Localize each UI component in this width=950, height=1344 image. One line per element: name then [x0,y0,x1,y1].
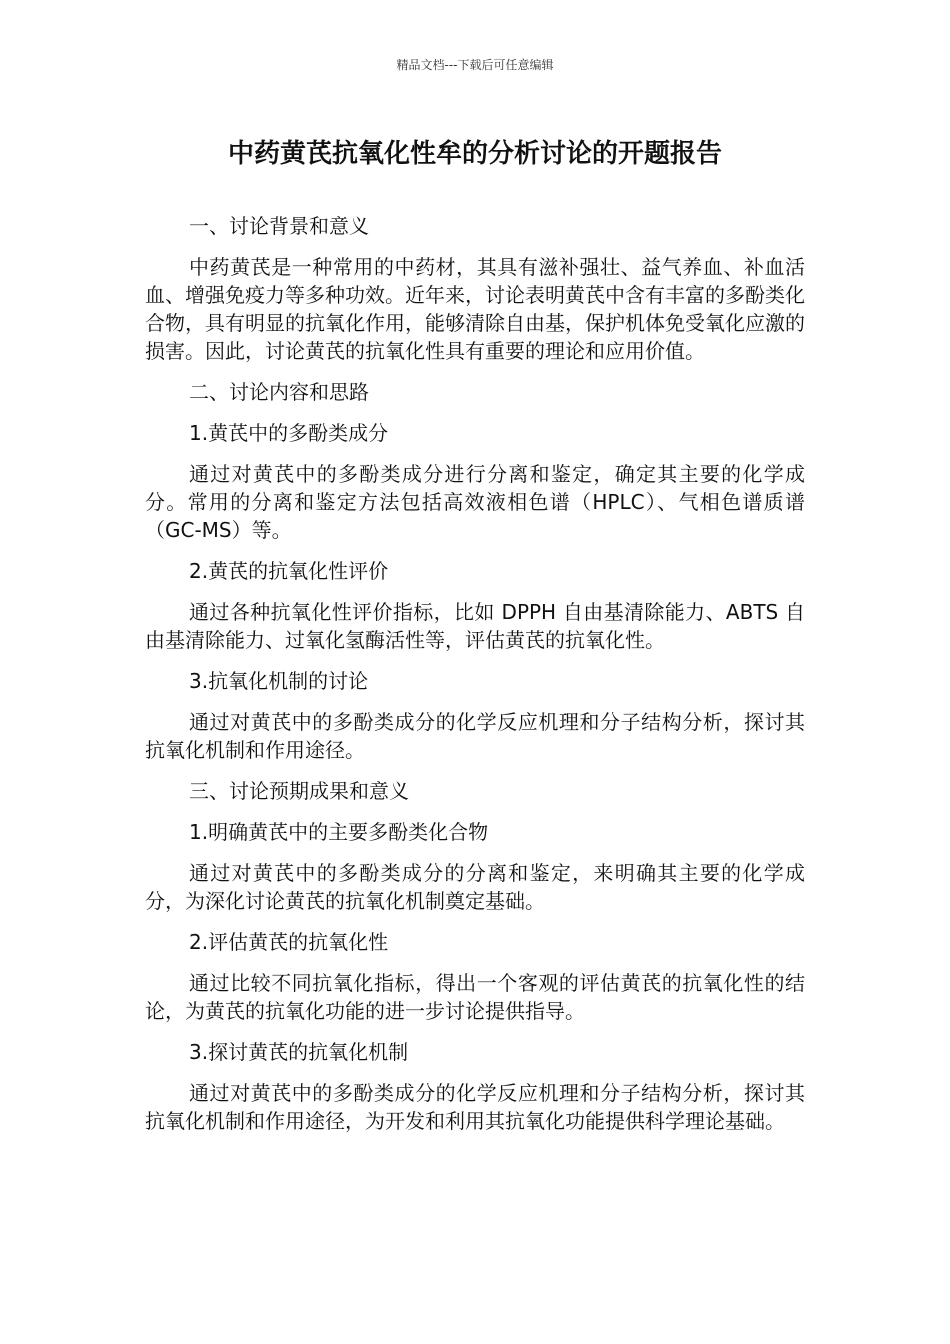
subheading-polyphenols: 1.黄芪中的多酚类成分 [189,421,389,445]
subheading-evaluation: 2.黄芪的抗氧化性评价 [189,559,389,583]
paragraph-polyphenols: 通过对黄芪中的多酚类成分进行分离和鉴定，确定其主要的化学成分。常用的分离和鉴定方法包括高效液相色谱（HPLC）、气相色谱质谱（GC-MS）等。 [145,462,805,542]
paragraph-outcome-evaluation: 通过比较不同抗氧化指标，得出一个客观的评估黄芪的抗氧化性的结论，为黄芪的抗氧化功能的进一步讨论提供指导。 [145,971,805,1023]
document-title: 中药黄芪抗氧化性牟的分析讨论的开题报告 [227,139,722,169]
section-heading-outcomes: 三、讨论预期成果和意义 [189,779,409,803]
subheading-outcome-compounds: 1.明确黄芪中的主要多酚类化合物 [189,820,489,844]
header-note: 精品文档---下载后可任意编辑 [396,58,554,72]
subheading-outcome-evaluation: 2.评估黄芪的抗氧化性 [189,930,389,954]
section-heading-content: 二、讨论内容和思路 [189,380,369,404]
section-heading-background: 一、讨论背景和意义 [189,214,369,238]
paragraph-mechanism: 通过对黄芪中的多酚类成分的化学反应机理和分子结构分析，探讨其抗氧化机制和作用途径。 [145,710,805,762]
paragraph-outcome-compounds: 通过对黄芪中的多酚类成分的分离和鉴定，来明确其主要的化学成分，为深化讨论黄芪的抗氧化机制奠定基础。 [145,861,805,913]
paragraph-outcome-mechanism: 通过对黄芪中的多酚类成分的化学反应机理和分子结构分析，探讨其抗氧化机制和作用途径，为开发和利用其抗氧化功能提供科学理论基础。 [145,1081,805,1133]
subheading-mechanism: 3.抗氧化机制的讨论 [189,669,369,693]
paragraph-background: 中药黄芪是一种常用的中药材，其具有滋补强壮、益气养血、补血活血、增强免疫力等多种功效。近年来，讨论表明黄芪中含有丰富的多酚类化合物，具有明显的抗氧化作用，能够清除自由基，保护机体免受氧化应激的损害。因此，讨论黄芪的抗氧化性具有重要的理论和应用价值。 [145,255,805,363]
document-body [145,212,805,1148]
subheading-outcome-mechanism: 3.探讨黄芪的抗氧化机制 [189,1040,409,1064]
paragraph-evaluation: 通过各种抗氧化性评价指标，比如 DPPH 自由基清除能力、ABTS 自由基清除能力、过氧化氢酶活性等，评估黄芪的抗氧化性。 [145,600,805,652]
